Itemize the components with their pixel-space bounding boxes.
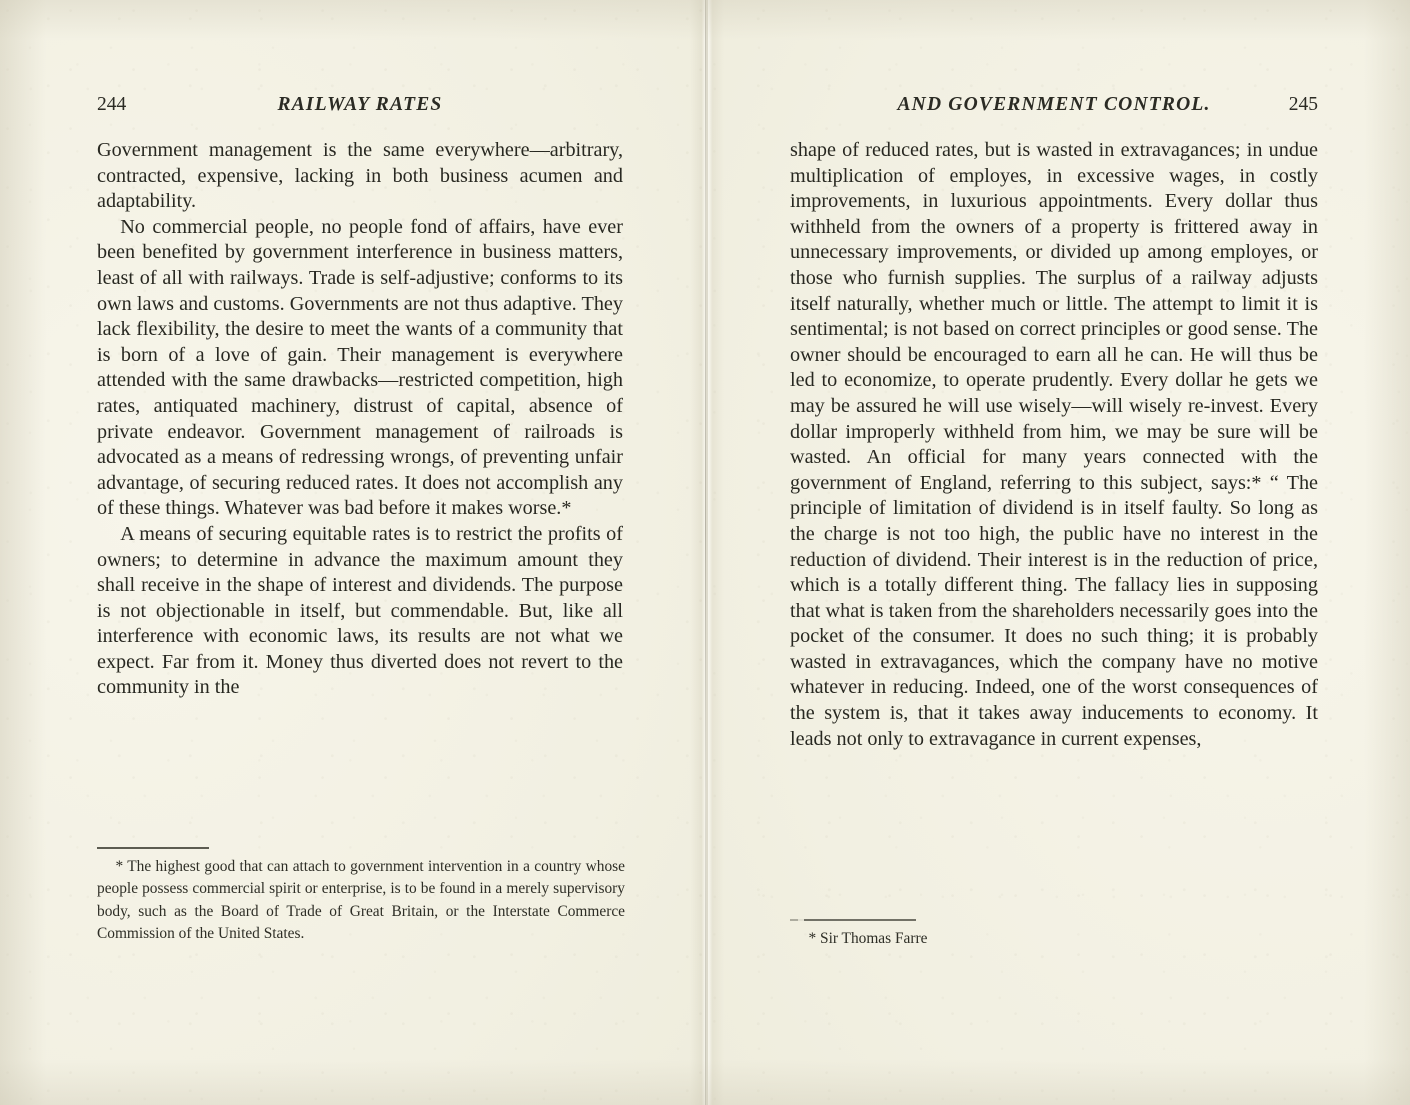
page-number-right: 245 bbox=[1288, 94, 1318, 115]
page-number-left: 244 bbox=[97, 94, 127, 115]
paragraph: shape of reduced rates, but is wasted in extravagances; in undue multiplication of employes, in excessive wages, in costly improvements, in luxurious appointments. Every dollar thus withheld from the owners of a property is frittered away in unnecessary improvements, or divided up among employes, or those who furnish supplies. The surplus of a railway adjusts itself naturally, whether much or little. The attempt to limit it is sentimental; is not based on correct principles or good sense. The owner should be encouraged to earn all he can. He will thus be led to economize, to operate prudently. Every dollar he gets we may be assured he will use wisely—will wisely re-invest. Every dollar improperly withheld from him, we may be sure will be wasted. An official for many years connected with the government of England, referring to this subject, says:* “ The principle of limitation of dividend is in itself faulty. So long as the charge is not too high, the public have no interest in the reduction of dividend. Their interest is in the reduction of price, which is a totally different thing. The fallacy lies in supposing that what is taken from the shareholders necessarily goes into the pocket of the consumer. It does no such thing; it is probably wasted in extravagances, which the company have no motive whatever in reducing. Indeed, one of the worst consequences of the system is, that it takes away inducements to economy. It leads not only to extravagance in current expenses, bbox=[790, 139, 1318, 750]
left-page-body bbox=[97, 138, 623, 701]
paragraph: A means of securing equitable rates is to restrict the profits of owners; to determine in advance the maximum amount they shall receive in the shape of interest and dividends. The purpose is not objectionable in itself, but commendable. But, like all interference with economic laws, its results are not what we expect. Far from it. Money thus diverted does not revert to the community in the bbox=[97, 522, 623, 699]
footnote-text: * Sir Thomas Farre bbox=[808, 930, 928, 947]
footnote-rule-left bbox=[97, 847, 209, 849]
running-head-left: RAILWAY RATES bbox=[277, 94, 443, 115]
footnote-left bbox=[97, 856, 625, 946]
binding-gutter bbox=[690, 0, 724, 1105]
paragraph: Government management is the same everywhere—arbitrary, contracted, expensive, lacking in both business acumen and adaptability. bbox=[97, 139, 623, 213]
right-page-body bbox=[790, 138, 1318, 752]
binding-seam-line bbox=[705, 0, 706, 1105]
paragraph: No commercial people, no people fond of affairs, have ever been benefited by government interference in business matters, least of all with railways. Trade is self-adjustive; conforms to its own laws and customs. Governments are not thus adaptive. They lack flexibility, the desire to meet the wants of a community that is born of a love of gain. Their management is everywhere attended with the same drawbacks—restricted competition, high rates, antiquated machinery, distrust of capital, absence of private endeavor. Government management of railroads is advocated as a means of redressing wrongs, of preventing unfair advantage, of securing reduced rates. It does not accomplish any of these things. Whatever was bad before it makes worse.* bbox=[97, 215, 623, 520]
footnote-rule-right bbox=[790, 919, 916, 921]
footnote-right bbox=[790, 928, 1318, 950]
running-head-right: AND GOVERNMENT CONTROL. bbox=[897, 94, 1211, 115]
footnote-text: * The highest good that can attach to government intervention in a country whose people possess commercial spirit or enterprise, is to be found in a merely supervisory body, such as the Board of Trade of Great Britain, or the Interstate Commerce Commission of the United States. bbox=[97, 858, 625, 943]
